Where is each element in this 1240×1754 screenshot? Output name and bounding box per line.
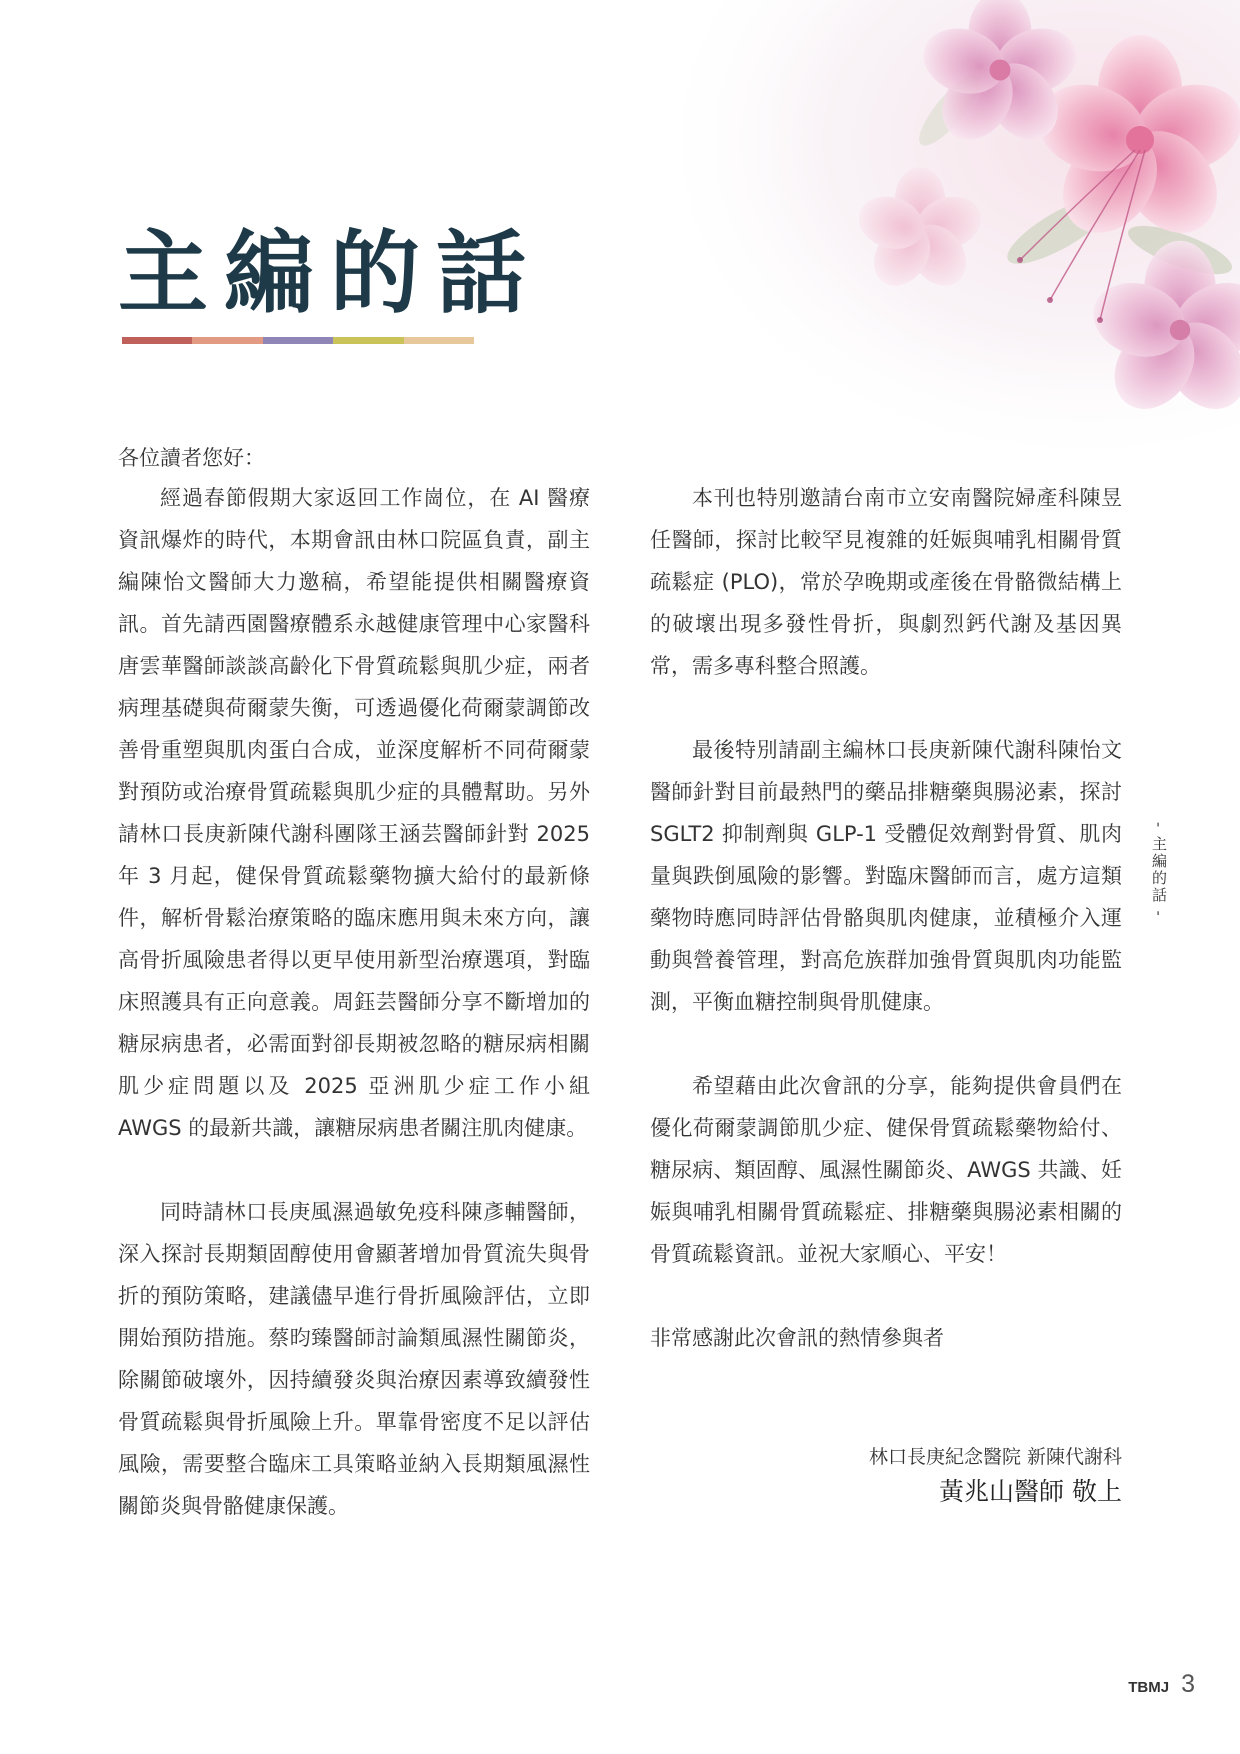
greeting: 各位讀者您好： (118, 446, 265, 470)
signature (869, 1442, 1122, 1510)
azalea-flowers-image (620, 0, 1240, 470)
underline-segment (192, 337, 262, 344)
signature-department: 林口長庚紀念醫院 新陳代謝科 (868, 1446, 1122, 1468)
page-number: 3 (1181, 1670, 1195, 1698)
paragraph: 希望藉由此次會訊的分享，能夠提供會員們在優化荷爾蒙調節肌少症、健保骨質疏鬆藥物給付、糖尿病、類固醇、風濕性關節炎、AWGS 共識、妊娠與哺乳相關骨質疏鬆症、排糖藥與腸泌素相關的骨質疏鬆資訊。並祝大家順心、平安！ (650, 1074, 1122, 1266)
underline-segment (122, 337, 192, 344)
right-column (650, 477, 1122, 1359)
paragraph: 最後特別請副主編林口長庚新陳代謝科陳怡文醫師針對目前最熱門的藥品排糖藥與腸泌素，探討 SGLT2 抑制劑與 GLP-1 受體促效劑對骨質、肌肉量與跌倒風險的影響。對臨床醫師而言，處方這類藥物時應同時評估骨骼與肌肉健康，並積極介入運動與營養管理，對高危族群加強骨質與肌肉功能監測，平衡血糖控制與骨肌健康。 (650, 738, 1122, 1014)
paragraph: 經過春節假期大家返回工作崗位，在 AI 醫療資訊爆炸的時代，本期會訊由林口院區負責，副主編陳怡文醫師大力邀稿，希望能提供相關醫療資訊。首先請西園醫療體系永越健康管理中心家醫科唐雲華醫師談談高齡化下骨質疏鬆與肌少症，兩者病理基礎與荷爾蒙失衡，可透過優化荷爾蒙調節改善骨重塑與肌肉蛋白合成，並深度解析不同荷爾蒙對預防或治療骨質疏鬆與肌少症的具體幫助。另外請林口長庚新陳代謝科團隊王涵芸醫師針對 2025 年 3 月起，健保骨質疏鬆藥物擴大給付的最新條件，解析骨鬆治療策略的臨床應用與未來方向，讓高骨折風險患者得以更早使用新型治療選項，對臨床照護具有正向意義。周鈺芸醫師分享不斷增加的糖尿病患者，必需面對卻長期被忽略的糖尿病相關肌少症問題以及 2025 亞洲肌少症工作小組 AWGS 的最新共識，讓糖尿病患者關注肌肉健康。 (118, 486, 590, 1140)
underline-segment (263, 337, 333, 344)
page-title: 主編的話 (118, 220, 542, 326)
footer (1128, 1670, 1195, 1699)
title-underline-bar (122, 337, 474, 344)
journal-brand: TBMJ (1128, 1679, 1170, 1696)
underline-segment (333, 337, 403, 344)
side-section-label: - 主編的話 - (1150, 822, 1168, 918)
paragraph: 同時請林口長庚風濕過敏免疫科陳彥輔醫師，深入探討長期類固醇使用會顯著增加骨質流失與骨折的預防策略，建議儘早進行骨折風險評估，立即開始預防措施。蔡昀臻醫師討論類風濕性關節炎，除關節破壞外，因持續發炎與治療因素導致續發性骨質疏鬆與骨折風險上升。單靠骨密度不足以評估風險，需要整合臨床工具策略並納入長期類風濕性關節炎與骨骼健康保護。 (118, 1200, 590, 1518)
signature-name: 黃兆山醫師 敬上 (939, 1477, 1122, 1506)
left-column (118, 477, 590, 1527)
underline-segment (404, 337, 474, 344)
thanks-line: 非常感謝此次會訊的熱情參與者 (650, 1326, 944, 1350)
paragraph: 本刊也特別邀請台南市立安南醫院婦產科陳昱任醫師，探討比較罕見複雜的妊娠與哺乳相關骨質疏鬆症 (PLO)，常於孕晚期或產後在骨骼微結構上的破壞出現多發性骨折，與劇烈鈣代謝及基因異常，需多專科整合照護。 (650, 486, 1122, 678)
